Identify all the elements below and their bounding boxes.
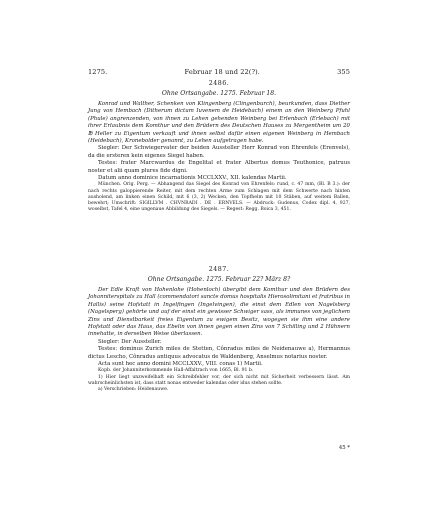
entry-source-note: Kopb. der Johanniterkommende Hall-Affaltrach von 1665, Bl. 91 b. [98, 368, 254, 374]
entry-summary: Konrad und Walther, Schenken von Klingenberg (Clingenburch), beurkunden, dass Diether Jung von Hembach (Ditherum dictum Iuvenem de Heidebach) einem an den Weinberg Pfuhl (Phule) angrenzenden, von ihnen zu Lehen gehenden Weinberg bei Erlenbach (Erlebach) mit ihrer Erlaubnis dem Komthur und den Brüdern des Deutschen Hauses zu Mergentheim um 20 ℔ Heller zu Eigentum verkauft und ihnen selbst dafür einen eigenen Weinberg in Hembach (Heidebach), Kronebolder genannt, zu Lehen aufgetragen habe. [88, 101, 350, 145]
entry-number: 2487. [208, 266, 230, 273]
footnote-a: a) Verschrieben: Heidenauwe. [98, 386, 169, 392]
entry-sealer: Siegler: Der Schwiegervater der beiden Aussteller Herr Konrad von Ehrenfels (Erenvels), da die ersteren kein eigenes Siegel haben. [88, 145, 350, 159]
header-year: 1275. [88, 68, 108, 76]
running-header [88, 68, 350, 76]
entry-witnesses: Testes: frater Marcwardus de Engelital et frater Albertus domus Teuthonice, patruus noster et alii quam plures fide digni. [88, 160, 350, 174]
entry-source-note: München. Orig. Perg. — Abhangend das Siegel des Konrad von Ehrenfels: rund, c. 47 mm, (Bl. B 3.): der nach rechts galoppierende Reiter, mit dem rechten Arme zum Schlagen mit dem Schwerte nach hinten ausholend, am linken einen Schild, mit 6 (3, 2) Wecken, den Topfhelm mit 10 Stäben, auf weitem Ballen, bewehrt; Umschrift: SIGILLVM . CHVNRADI . DE . ERNVELS. — Abdruck: Gudenus, Codex dipl. 4, 927, woselbst, Tafel 4, eine ungenaue Abbildung des Siegels. — Regest: Regg. Boica 3, 451. [88, 182, 350, 212]
entry-dating: Acta sunt hec anno domini MCCLXXV., VIII. conas 1) Martii. [98, 361, 263, 368]
entry-dating: Datum anno dominice incarnationis MCCLXXV., XII. kalendas Martii. [98, 175, 287, 182]
entry-2486 [88, 80, 350, 213]
entry-number: 2486. [208, 80, 230, 87]
entry-sealer: Siegler: Der Aussteller. [98, 338, 162, 345]
entry-subheading: Ohne Ortsangabe. 1275. Februar 22? März 8? [147, 276, 291, 283]
entry-subheading: Ohne Ortsangabe. 1275. Februar 18. [161, 90, 277, 97]
page-number: 355 [337, 68, 350, 76]
sheet-signature: 45 * [338, 445, 350, 451]
entry-summary: Der Edle Kraft von Hohenlohe (Hohenloch) übergibt dem Komthur und den Brüdern des Johanniterspitals zu Hall (commendatori sancte domus hospitalis Hierosolimitani et fratribus in Hallis) seine Hofstatt in Ingelfingen (Ingelvingen), die einst dem Edlen von Nagelsberg (Nagelsperg) gehörte und auf der einst ein gewisser Schwiger sass, als immunes von jeglichem Zins und Dienstbarkeit freies Eigentum zu ewigem Besitz, wogegen sie ihm eine andere Hofstatt oder das Haus, das Ebelin von ihnen gegen einen Zins von 7 Schilling und 2 Hühnern innehatte, in derselben Weise überlassen. [88, 287, 350, 338]
header-dates: Februar 18 und 22(?). [184, 68, 260, 76]
footnote-1: 1) Hier liegt unzweifelhaft ein Schreibfehler vor, der sich nicht mit Sicherheit verbessern lässt. Am wahrscheinlichsten ist, dass statt nonas entweder kalendas oder idus stehen sollte. [88, 374, 350, 386]
entry-2487 [88, 266, 350, 393]
entry-witnesses: Testes: dominus Zurich miles de Stetten, Cônradus miles de Neidenauwe a), Hermannus dictus Lescho, Cônradus antiquus advocatus de Waldenberg, Anselmus notarius noster. [88, 346, 350, 360]
